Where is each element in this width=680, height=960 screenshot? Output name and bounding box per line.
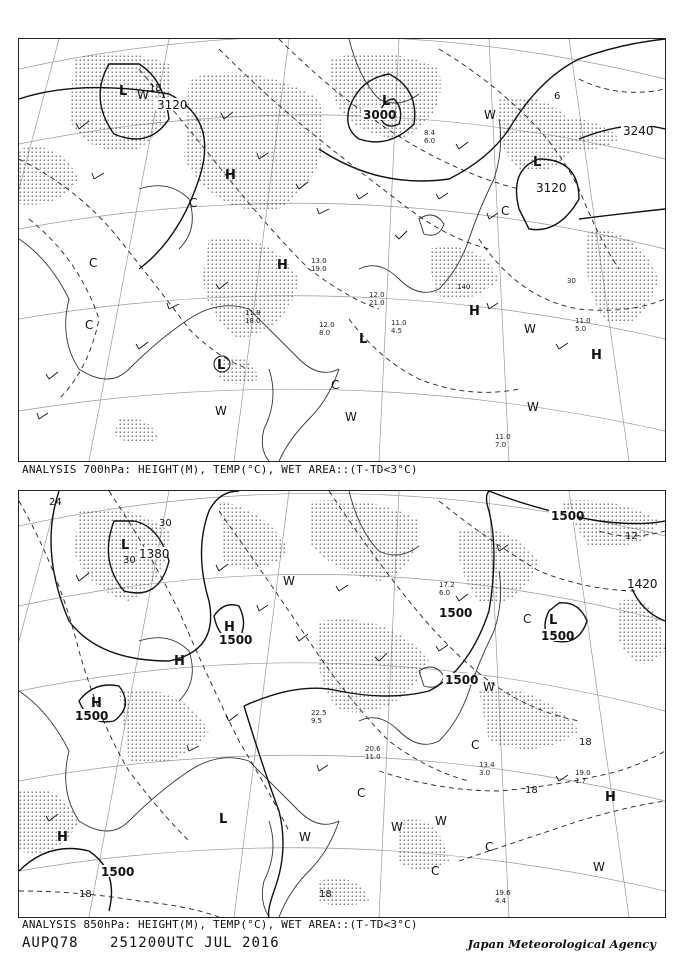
- station-plot: 20.6 11.0: [365, 745, 381, 761]
- station-plot: 12.0 8.0: [319, 321, 335, 337]
- warm-marker: W: [483, 680, 495, 694]
- warm-marker: W: [137, 88, 149, 102]
- low-center: L: [119, 84, 128, 99]
- high-center: H: [225, 168, 236, 183]
- high-center: H: [57, 830, 68, 845]
- low-center: L: [533, 155, 542, 170]
- analysis-700hpa-map: [18, 38, 666, 462]
- contour-label: 1500: [219, 633, 253, 647]
- isotherm-label: 18: [525, 785, 538, 796]
- station-plot: 11.0 4.5: [391, 319, 407, 335]
- station-plot: 11.0 5.0: [575, 317, 591, 333]
- low-center: L: [382, 94, 391, 109]
- station-plot: 22.5 9.5: [311, 709, 327, 725]
- station-plot: 19.0 1.7: [575, 769, 591, 785]
- contour-label: 3120: [536, 181, 567, 195]
- contour-label: 1380: [139, 547, 170, 561]
- valid-time: 251200UTC JUL 2016: [110, 935, 280, 951]
- station-plot: 19.6 4.4: [495, 889, 511, 905]
- low-center: L: [549, 613, 558, 628]
- low-center: L: [217, 358, 226, 373]
- warm-marker: W: [283, 574, 295, 588]
- meridian-label: 30: [567, 277, 576, 285]
- contour-label: 1500: [101, 865, 135, 879]
- warm-marker: W: [345, 410, 357, 424]
- warm-marker: W: [435, 814, 447, 828]
- station-plot: 12.0 21.0: [369, 291, 385, 307]
- warm-marker: W: [524, 322, 536, 336]
- warm-marker: W: [215, 404, 227, 418]
- high-center: H: [591, 348, 602, 363]
- low-center: L: [121, 538, 130, 553]
- warm-marker: W: [299, 830, 311, 844]
- isotherm-label: 18: [79, 889, 92, 900]
- low-center: L: [219, 812, 228, 827]
- cold-marker: C: [89, 256, 98, 270]
- isotherm-label: 18: [319, 889, 332, 900]
- cold-marker: C: [189, 196, 198, 210]
- high-center: H: [91, 696, 102, 711]
- isotherm-label: 30: [123, 555, 136, 566]
- station-plot: 13.0 19.0: [311, 257, 327, 273]
- high-center: H: [469, 304, 480, 319]
- station-plot: 17.2 6.0: [439, 581, 455, 597]
- contour-label: 1500: [439, 606, 473, 620]
- high-center: H: [224, 620, 235, 635]
- contour-label: 1500: [551, 509, 585, 523]
- cold-marker: C: [331, 378, 340, 392]
- high-center: H: [174, 654, 185, 669]
- station-plot: 13.4 3.0: [479, 761, 495, 777]
- low-center: L: [359, 332, 368, 347]
- analysis-850hpa-map: [18, 490, 666, 918]
- isotherm-label: 18: [579, 737, 592, 748]
- isotherm-label: 30: [159, 518, 172, 529]
- panel-850hpa-caption: ANALYSIS 850hPa: HEIGHT(M), TEMP(°C), WET AREA::(T-TD<3°C): [22, 918, 418, 931]
- panel-700hpa-caption: ANALYSIS 700hPa: HEIGHT(M), TEMP(°C), WET AREA::(T-TD<3°C): [22, 463, 418, 476]
- warm-marker: W: [593, 860, 605, 874]
- cold-marker: C: [485, 840, 494, 854]
- station-plot: 8.4 6.0: [424, 129, 436, 145]
- warm-marker: W: [527, 400, 539, 414]
- contour-label: 3120: [157, 98, 188, 112]
- cold-marker: C: [471, 738, 480, 752]
- high-center: H: [605, 790, 616, 805]
- wet-areas: [19, 500, 665, 906]
- chart-code: AUPQ78: [22, 935, 79, 951]
- contour-label: 1500: [445, 673, 479, 687]
- cold-marker: C: [357, 786, 366, 800]
- isotherm-label: 12: [625, 531, 638, 542]
- station-plot: 11.8 18.0: [245, 309, 261, 325]
- meridian-label: 140: [457, 283, 471, 291]
- contour-label: 3240: [623, 124, 654, 138]
- chart-id-line: [22, 935, 302, 951]
- station-plot: 11.0 7.0: [495, 433, 511, 449]
- contour-label: 1420: [627, 577, 658, 591]
- cold-marker: C: [501, 204, 510, 218]
- contour-label: 3000: [363, 108, 397, 122]
- warm-marker: W: [484, 108, 496, 122]
- warm-marker: W: [391, 820, 403, 834]
- map-850hpa-svg: [19, 491, 665, 917]
- cold-marker: C: [523, 612, 532, 626]
- cold-marker: C: [431, 864, 440, 878]
- contour-label: 1500: [75, 709, 109, 723]
- isotherm-label: 6: [554, 91, 561, 102]
- contour-label: 1500: [541, 629, 575, 643]
- agency-credit: Japan Meteorological Agency: [467, 937, 656, 951]
- map-700hpa-svg: [19, 39, 665, 461]
- high-center: H: [277, 258, 288, 273]
- isotherm-label: 18: [149, 83, 162, 94]
- cold-marker: C: [85, 318, 94, 332]
- isotherm-label: 24: [49, 497, 62, 508]
